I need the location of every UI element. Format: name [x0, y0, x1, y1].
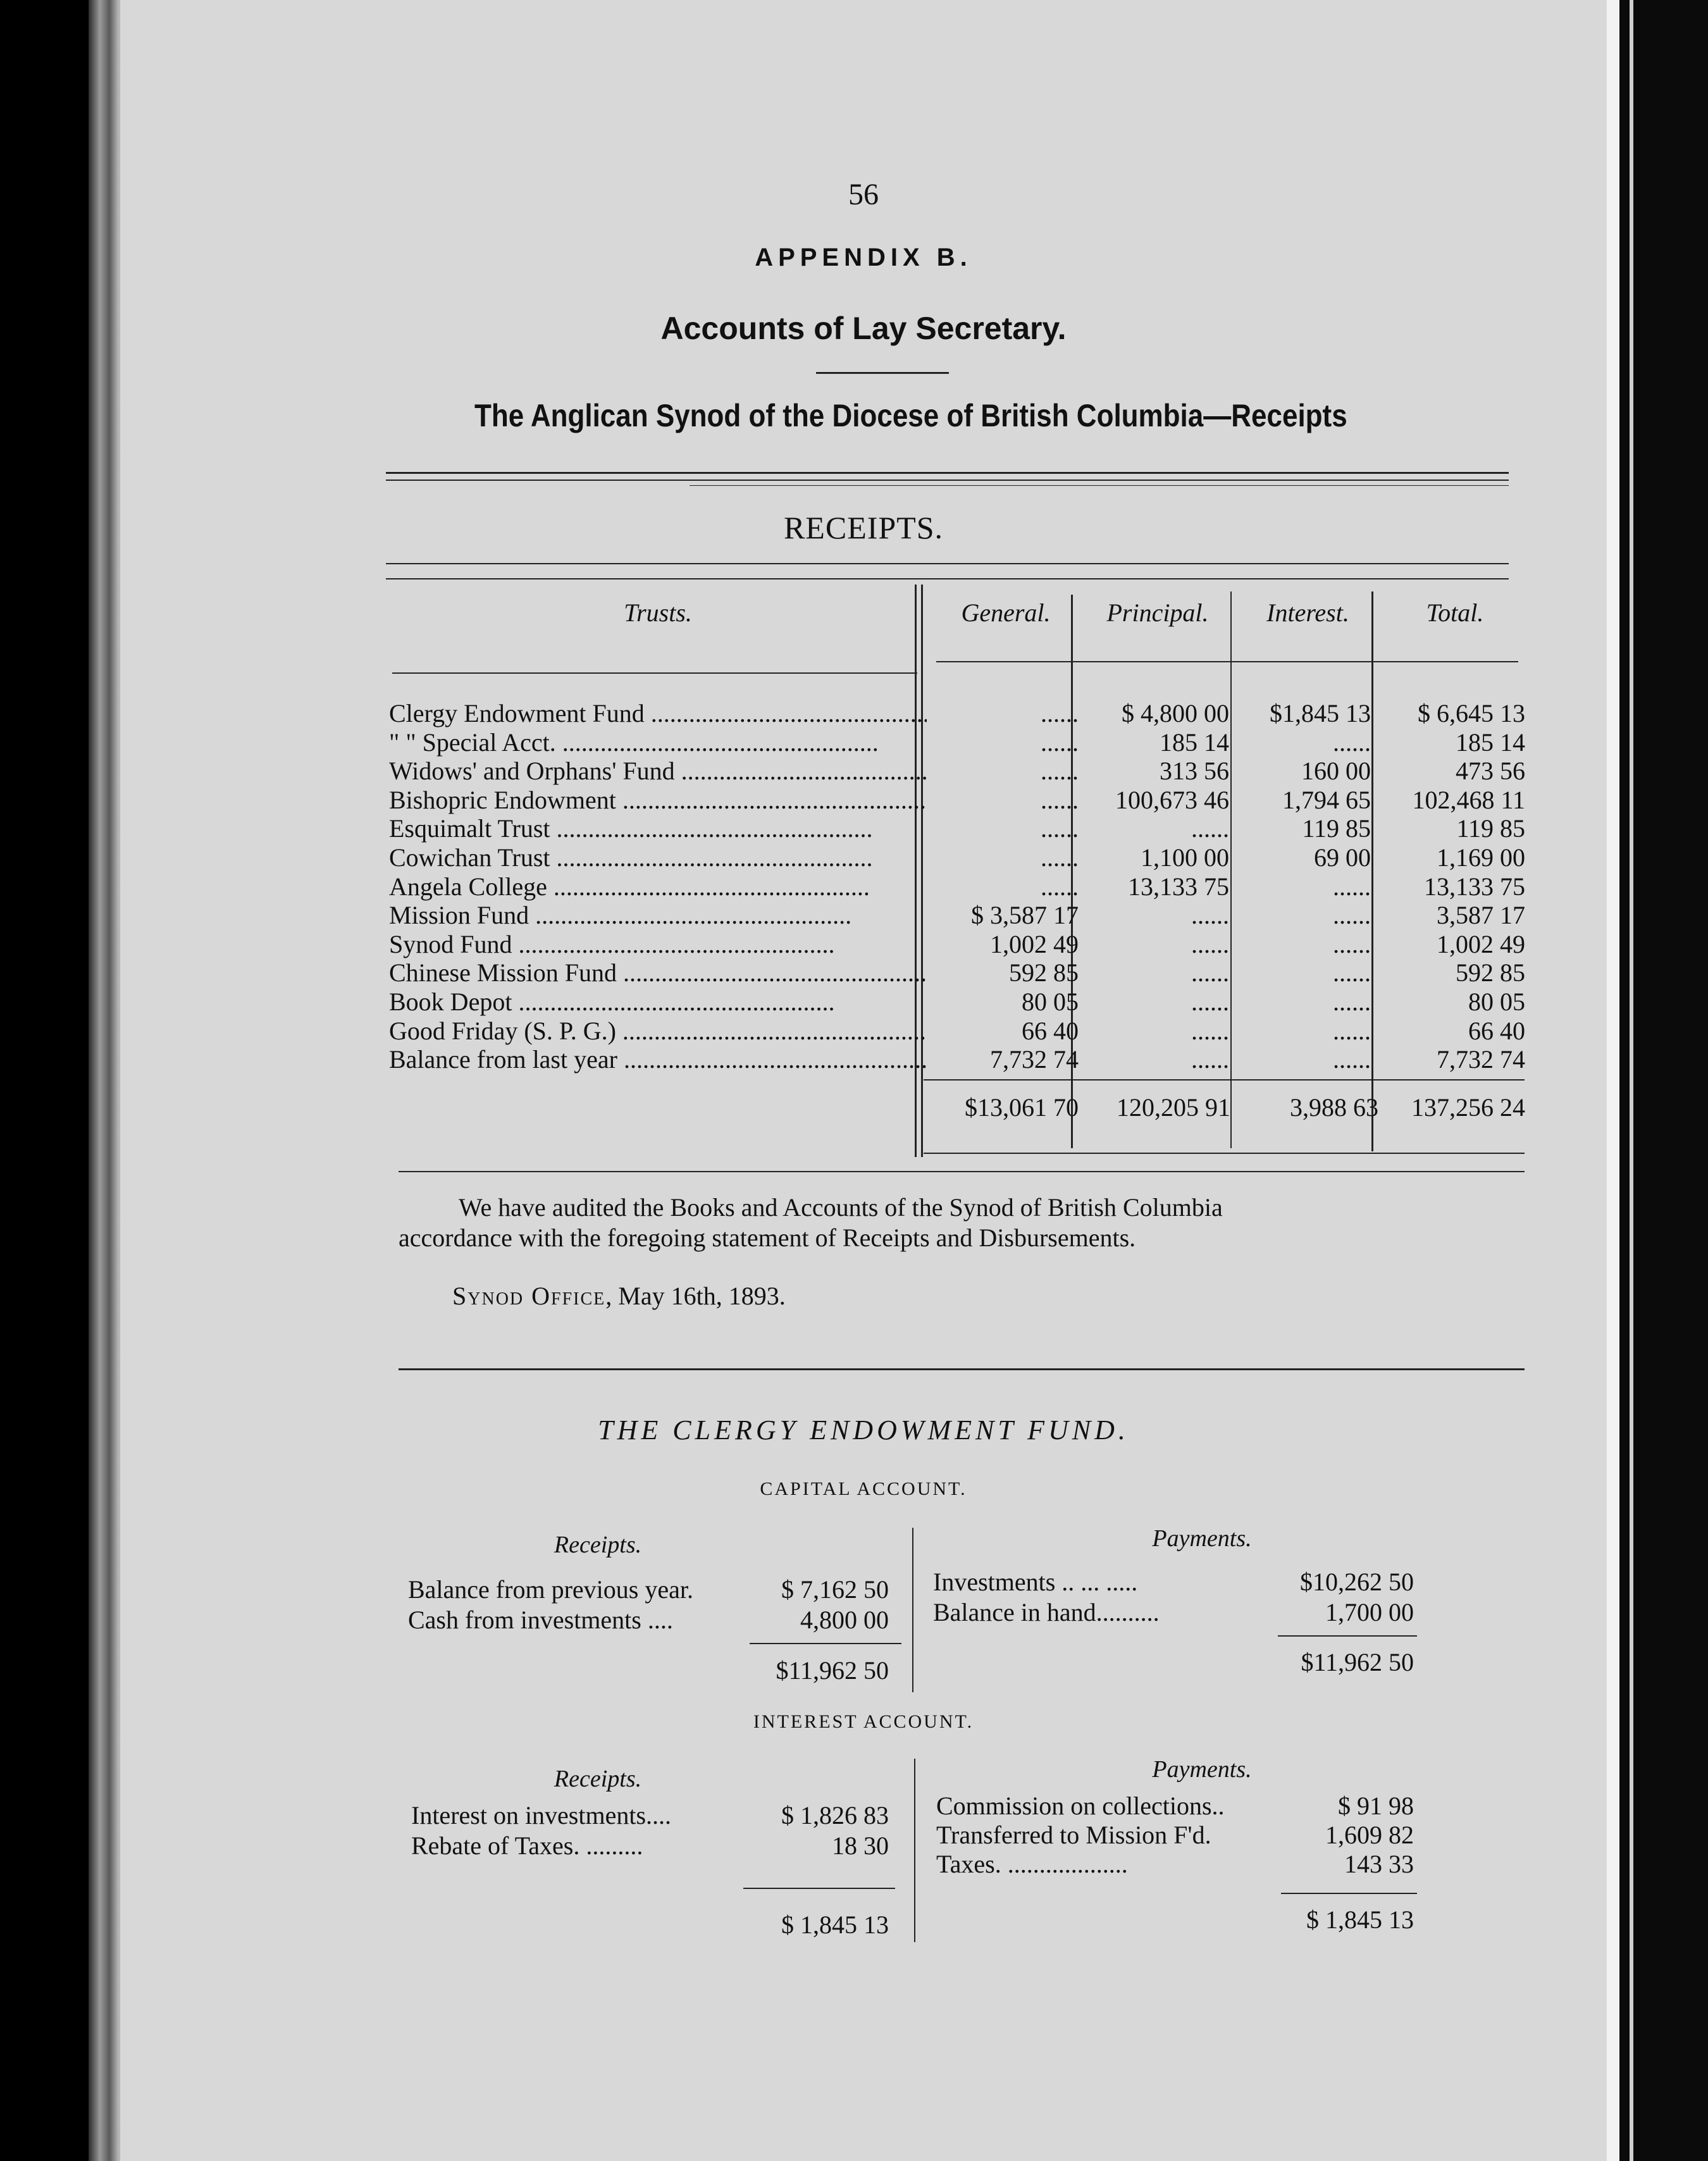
account-entry-amount: 1,609 82 [1325, 1821, 1414, 1849]
trust-label: Book Depot ..... [389, 988, 927, 1016]
cell-total: 185 14 [1456, 728, 1525, 757]
trust-label: Angela College ..... [389, 872, 927, 901]
interest-payments-label: Payments. [1152, 1756, 1252, 1783]
cell-interest: 119 85 [1302, 814, 1371, 843]
cell-principal: $ 4,800 00 [1122, 699, 1229, 728]
cell-total: 1,169 00 [1437, 843, 1525, 872]
account-entry-label: Interest on investments.... [411, 1801, 672, 1830]
account-entry-amount: 1,700 00 [1325, 1598, 1414, 1626]
cell-total: 102,468 11 [1412, 786, 1525, 814]
section-divider-rule [399, 1368, 1525, 1370]
double-rule-top [386, 472, 1509, 474]
header-interest: Interest. [1266, 598, 1349, 627]
totals-rule [924, 1079, 1525, 1080]
cell-interest: ...... [1333, 1045, 1371, 1074]
cell-total: $ 6,645 13 [1418, 699, 1525, 728]
audit-line-1: We have audited the Books and Accounts of the Synod of British Columbia [459, 1193, 1223, 1222]
clergy-endowment-title: THE CLERGY ENDOWMENT FUND. [598, 1415, 1129, 1446]
account-entry-label: Rebate of Taxes. ......... [411, 1831, 643, 1860]
cell-principal: 13,133 75 [1128, 872, 1229, 901]
cell-principal: 1,100 00 [1141, 843, 1229, 872]
account-entry-label: Transferred to Mission F'd. [936, 1821, 1211, 1849]
cell-principal: 100,673 46 [1115, 786, 1229, 814]
trust-label: Bishopric Endowment ..... [389, 786, 927, 814]
cell-principal: ...... [1191, 988, 1229, 1016]
cell-general: 66 40 [1022, 1017, 1079, 1045]
account-entry-amount: 143 33 [1344, 1850, 1414, 1878]
cell-interest: 1,794 65 [1282, 786, 1371, 814]
cell-interest: ...... [1333, 958, 1371, 987]
synod-title: The Anglican Synod of the Diocese of British Columbia—Receipts [474, 398, 1347, 433]
account-entry-amount: $ 1,826 83 [781, 1801, 889, 1830]
cell-general: ...... [1041, 872, 1079, 901]
cell-general: $ 3,587 17 [971, 901, 1079, 929]
interest-receipts-total: $ 1,845 13 [781, 1910, 889, 1939]
account-entry-amount: $ 7,162 50 [781, 1575, 889, 1604]
cell-total: 7,732 74 [1437, 1045, 1525, 1074]
cell-interest: 69 00 [1314, 843, 1371, 872]
interest-payments-total: $ 1,845 13 [1306, 1905, 1414, 1934]
interest-divider [914, 1759, 915, 1942]
cell-interest: ...... [1333, 872, 1371, 901]
cell-general: ...... [1041, 699, 1079, 728]
page-edge [1607, 0, 1619, 2161]
trust-label: Good Friday (S. P. G.) ..... [389, 1017, 927, 1045]
account-entry-amount: 4,800 00 [800, 1606, 889, 1634]
trust-label: Synod Fund ..... [389, 930, 927, 958]
cell-interest: $1,845 13 [1270, 699, 1371, 728]
account-entry-amount: $10,262 50 [1300, 1568, 1414, 1596]
cell-principal: ...... [1191, 930, 1229, 958]
table-bottom-rule [924, 1153, 1525, 1154]
double-rule-bottom [386, 480, 1509, 481]
account-entry-label: Taxes. ................... [936, 1850, 1128, 1878]
trust-label: Widows' and Orphans' Fund ..... [389, 757, 927, 785]
account-entry-amount: $ 91 98 [1338, 1792, 1414, 1820]
capital-receipts-total-rule [750, 1643, 901, 1644]
header-principal: Principal. [1106, 598, 1209, 627]
header-underline-trusts [392, 672, 917, 674]
trust-label: Clergy Endowment Fund ..... [389, 699, 927, 728]
table-top-rule-2 [386, 578, 1509, 579]
cell-principal: ...... [1191, 958, 1229, 987]
audit-line-2: accordance with the foregoing statement of Receipts and Disbursements. [399, 1223, 1136, 1252]
cell-total: 3,587 17 [1437, 901, 1525, 929]
cell-general: ...... [1041, 728, 1079, 757]
cell-general: 80 05 [1022, 988, 1079, 1016]
cell-total: 473 56 [1456, 757, 1525, 785]
synod-office-label: Synod Office [452, 1282, 606, 1310]
cell-principal: 185 14 [1160, 728, 1229, 757]
cell-general: ...... [1041, 843, 1079, 872]
table-top-rule [386, 563, 1509, 564]
page-number: 56 [848, 178, 879, 211]
accounts-title: Accounts of Lay Secretary. [660, 311, 1067, 346]
cell-principal: ...... [1191, 1017, 1229, 1045]
cell-total: 66 40 [1468, 1017, 1525, 1045]
trust-label: Mission Fund ..... [389, 901, 927, 929]
cell-total: 1,002 49 [1437, 930, 1525, 958]
account-entry-label: Investments .. ... ..... [933, 1568, 1138, 1596]
synod-office-date-text: , May 16th, 1893. [605, 1282, 786, 1310]
capital-account-heading: CAPITAL ACCOUNT. [760, 1478, 967, 1499]
title-rule [816, 372, 949, 374]
double-rule-thin [690, 485, 1509, 486]
cell-total: 13,133 75 [1424, 872, 1525, 901]
cell-interest: ...... [1333, 728, 1371, 757]
capital-payments-total-rule [1278, 1635, 1417, 1637]
total-principal: 120,205 91 [1117, 1093, 1230, 1122]
trust-label: Balance from last year ..... [389, 1045, 927, 1074]
cell-interest: ...... [1333, 901, 1371, 929]
cell-total: 592 85 [1456, 958, 1525, 987]
trust-label: " " Special Acct. ..... [389, 728, 927, 757]
cell-principal: ...... [1191, 814, 1229, 843]
synod-office-date [452, 1281, 786, 1311]
cell-interest: ...... [1333, 930, 1371, 958]
interest-payments-total-rule [1281, 1893, 1417, 1894]
trust-label: Chinese Mission Fund ..... [389, 958, 927, 987]
account-entry-label: Balance from previous year. [408, 1575, 693, 1604]
cell-general: 1,002 49 [990, 930, 1079, 958]
capital-payments-total: $11,962 50 [1301, 1648, 1414, 1676]
interest-account-heading: INTEREST ACCOUNT. [753, 1711, 974, 1732]
cell-general: 7,732 74 [990, 1045, 1079, 1074]
cell-general: ...... [1041, 757, 1079, 785]
trust-label: Esquimalt Trust ..... [389, 814, 927, 843]
cell-general: ...... [1041, 814, 1079, 843]
cell-interest: ...... [1333, 1017, 1371, 1045]
total-general: $13,061 70 [965, 1093, 1079, 1122]
cell-interest: ...... [1333, 988, 1371, 1016]
cell-interest: 160 00 [1301, 757, 1371, 785]
capital-receipts-label: Receipts. [554, 1532, 642, 1558]
header-trusts: Trusts. [624, 598, 692, 627]
account-entry-amount: 18 30 [832, 1831, 889, 1860]
interest-receipts-total-rule [743, 1888, 895, 1889]
document-page [120, 0, 1607, 2161]
cell-general: ...... [1041, 786, 1079, 814]
capital-payments-label: Payments. [1152, 1525, 1252, 1552]
trust-label: Cowichan Trust ..... [389, 843, 927, 872]
cell-principal: 313 56 [1160, 757, 1229, 785]
capital-receipts-total: $11,962 50 [776, 1656, 889, 1685]
account-entry-label: Commission on collections.. [936, 1792, 1225, 1820]
audit-top-rule [399, 1171, 1525, 1172]
capital-divider [912, 1528, 913, 1692]
total-total: 137,256 24 [1411, 1093, 1525, 1122]
cell-total: 119 85 [1456, 814, 1525, 843]
total-interest: 3,988 63 [1290, 1093, 1378, 1122]
next-page-edge [1630, 0, 1633, 2161]
audit-statement [399, 1192, 1537, 1253]
appendix-heading: APPENDIX B. [755, 244, 972, 271]
header-general: General. [961, 598, 1051, 627]
header-total: Total. [1426, 598, 1484, 627]
interest-receipts-label: Receipts. [554, 1766, 642, 1792]
cell-general: 592 85 [1009, 958, 1079, 987]
cell-principal: ...... [1191, 1045, 1229, 1074]
receipts-heading: RECEIPTS. [783, 510, 944, 545]
cell-principal: ...... [1191, 901, 1229, 929]
cell-total: 80 05 [1468, 988, 1525, 1016]
header-underline-values [936, 661, 1518, 662]
account-entry-label: Balance in hand.......... [933, 1598, 1160, 1626]
account-entry-label: Cash from investments .... [408, 1606, 673, 1634]
